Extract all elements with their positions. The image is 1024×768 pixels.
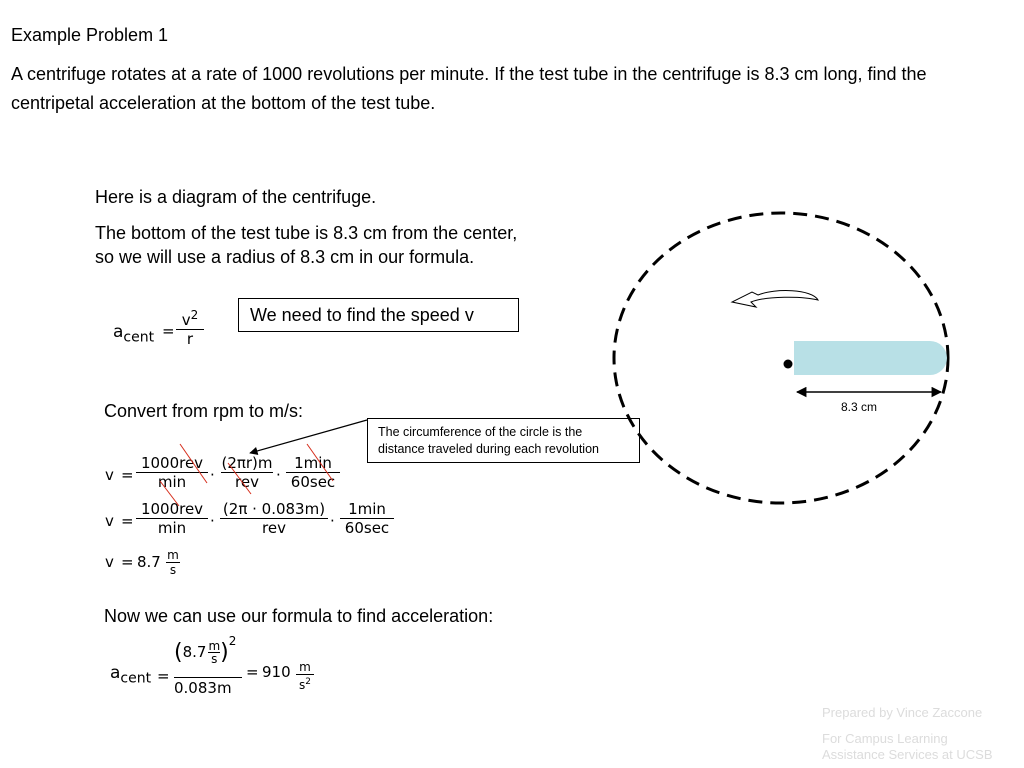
radius-label: 8.3 cm <box>840 400 878 414</box>
calc1-dot-2: · <box>276 466 281 484</box>
calc1-equals: = <box>121 466 134 484</box>
speed-unit: m s <box>167 548 179 577</box>
formula-lhs: $a_{cent}$ <box>113 322 155 346</box>
acceleration-unit: m $s^2$ <box>296 660 314 692</box>
note-line-1: The circumference of the circle is the <box>378 425 583 439</box>
final-denominator: 0.083m <box>174 679 232 697</box>
speed-result: 8.7 <box>137 553 161 571</box>
final-numerator: (8.7 $\frac{m}{s}$ )$^2$ <box>174 634 237 666</box>
calc2-dot-2: · <box>330 512 335 530</box>
intro-line-2: The bottom of the test tube is 8.3 cm from the center, <box>95 223 518 243</box>
calc2-fraction-circumference: (2π · 0.083m) rev <box>220 500 328 537</box>
speed-callout: We need to find the speed v <box>238 298 519 332</box>
note-line-2: distance traveled during each revolution <box>378 442 599 456</box>
acceleration-result: 910 <box>262 663 291 681</box>
problem-statement: A centrifuge rotates at a rate of 1000 revolutions per minute. If the test tube in the centrifuge is 8.3 cm long, find the centripetal acceleration at the bottom of the test tube. <box>11 64 927 113</box>
final-lhs: $a_{cent}$ <box>110 663 152 687</box>
formula-denominator: r <box>186 330 194 348</box>
calc1-fraction-circumference: (2πr)m rev <box>221 454 273 491</box>
calc2-v: v <box>105 512 114 530</box>
circumference-pointer-arrow <box>250 420 367 453</box>
test-tube <box>794 341 947 375</box>
intro-line-1: Here is a diagram of the centrifuge. <box>95 187 377 207</box>
acceleration-heading: Now we can use our formula to find acceleration: <box>104 606 494 626</box>
calc3-v: v <box>105 553 114 571</box>
formula-numerator: $v^2$ <box>181 308 199 329</box>
cancel-mark-rev-1 <box>160 481 179 506</box>
problem-title: Example Problem 1 <box>11 25 169 45</box>
cancel-mark-min-2 <box>307 444 333 481</box>
calc1-dot-1: · <box>210 466 215 484</box>
final-equals: = <box>157 667 170 685</box>
intro-line-3: so we will use a radius of 8.3 cm in our formula. <box>95 247 475 267</box>
calc2-fraction-time: 1min 60sec <box>340 500 394 537</box>
footer-credit: Prepared by Vince Zaccone <box>822 705 983 720</box>
final-equals-2: = <box>246 663 259 681</box>
calc2-fraction-rev-per-min: 1000rev min <box>136 500 208 537</box>
formula-equals: = <box>162 322 175 340</box>
cancel-mark-rev-2 <box>228 463 251 494</box>
calc1-fraction-time: 1min 60sec <box>286 454 340 491</box>
footer-org-line-2: Assistance Services at UCSB <box>822 747 993 762</box>
calc3-equals: = <box>121 553 134 571</box>
convert-heading: Convert from rpm to m/s: <box>104 401 304 421</box>
cancel-mark-min <box>180 444 207 483</box>
calc2-dot-1: · <box>210 512 215 530</box>
calc1-v: v <box>105 466 114 484</box>
calc2-equals: = <box>121 512 134 530</box>
footer-org-line-1: For Campus Learning <box>822 731 948 746</box>
rotation-direction-icon <box>732 291 818 307</box>
center-point <box>784 360 793 369</box>
calc1-fraction-rev-per-min: 1000rev min <box>136 454 208 491</box>
